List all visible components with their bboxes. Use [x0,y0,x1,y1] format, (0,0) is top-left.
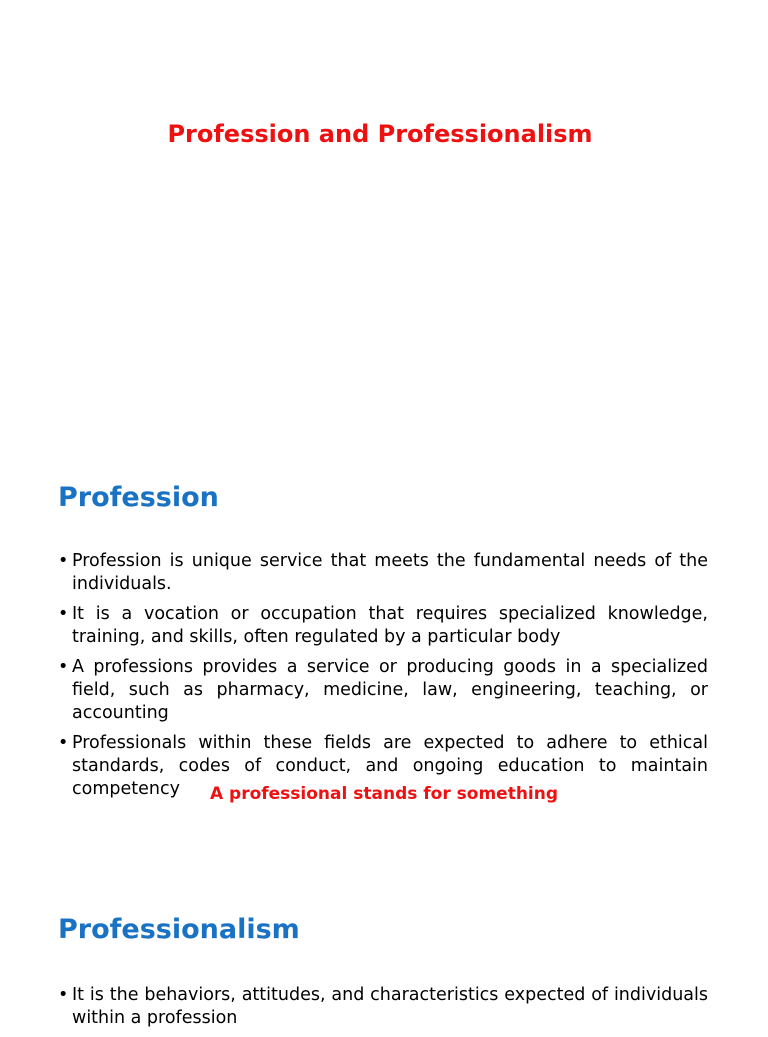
list-item [58,984,708,1030]
list-item [58,550,708,596]
bullet-list-professionalism [58,984,708,1037]
section-heading-profession: Profession [58,482,219,513]
bullet-icon: • [58,604,69,624]
list-item [58,603,708,649]
bullet-icon: • [58,657,69,677]
section-heading-professionalism: Professionalism [58,914,300,945]
bullet-icon: • [58,551,69,571]
page-title: Profession and Professionalism [167,120,593,148]
bullet-text: Professionals within these fields are expected to adhere to ethical standards, codes of conduct, and ongoing education to maintain competency [72,733,708,799]
bullet-list-profession [58,550,708,808]
bullet-icon: • [58,985,69,1005]
bullet-text: A professions provides a service or producing goods in a specialized field, such as pharmacy, medicine, law, engineering, teaching, or accounting [72,657,708,723]
bullet-text: Profession is unique service that meets the fundamental needs of the individuals. [72,551,708,594]
bullet-icon: • [58,733,69,753]
list-item [58,656,708,725]
bullet-text: It is the behaviors, attitudes, and characteristics expected of individuals within a profession [72,985,708,1028]
callout-text: A professional stands for something [209,784,559,804]
bullet-text: It is a vocation or occupation that requires specialized knowledge, training, and skills, often regulated by a particular body [72,604,708,647]
